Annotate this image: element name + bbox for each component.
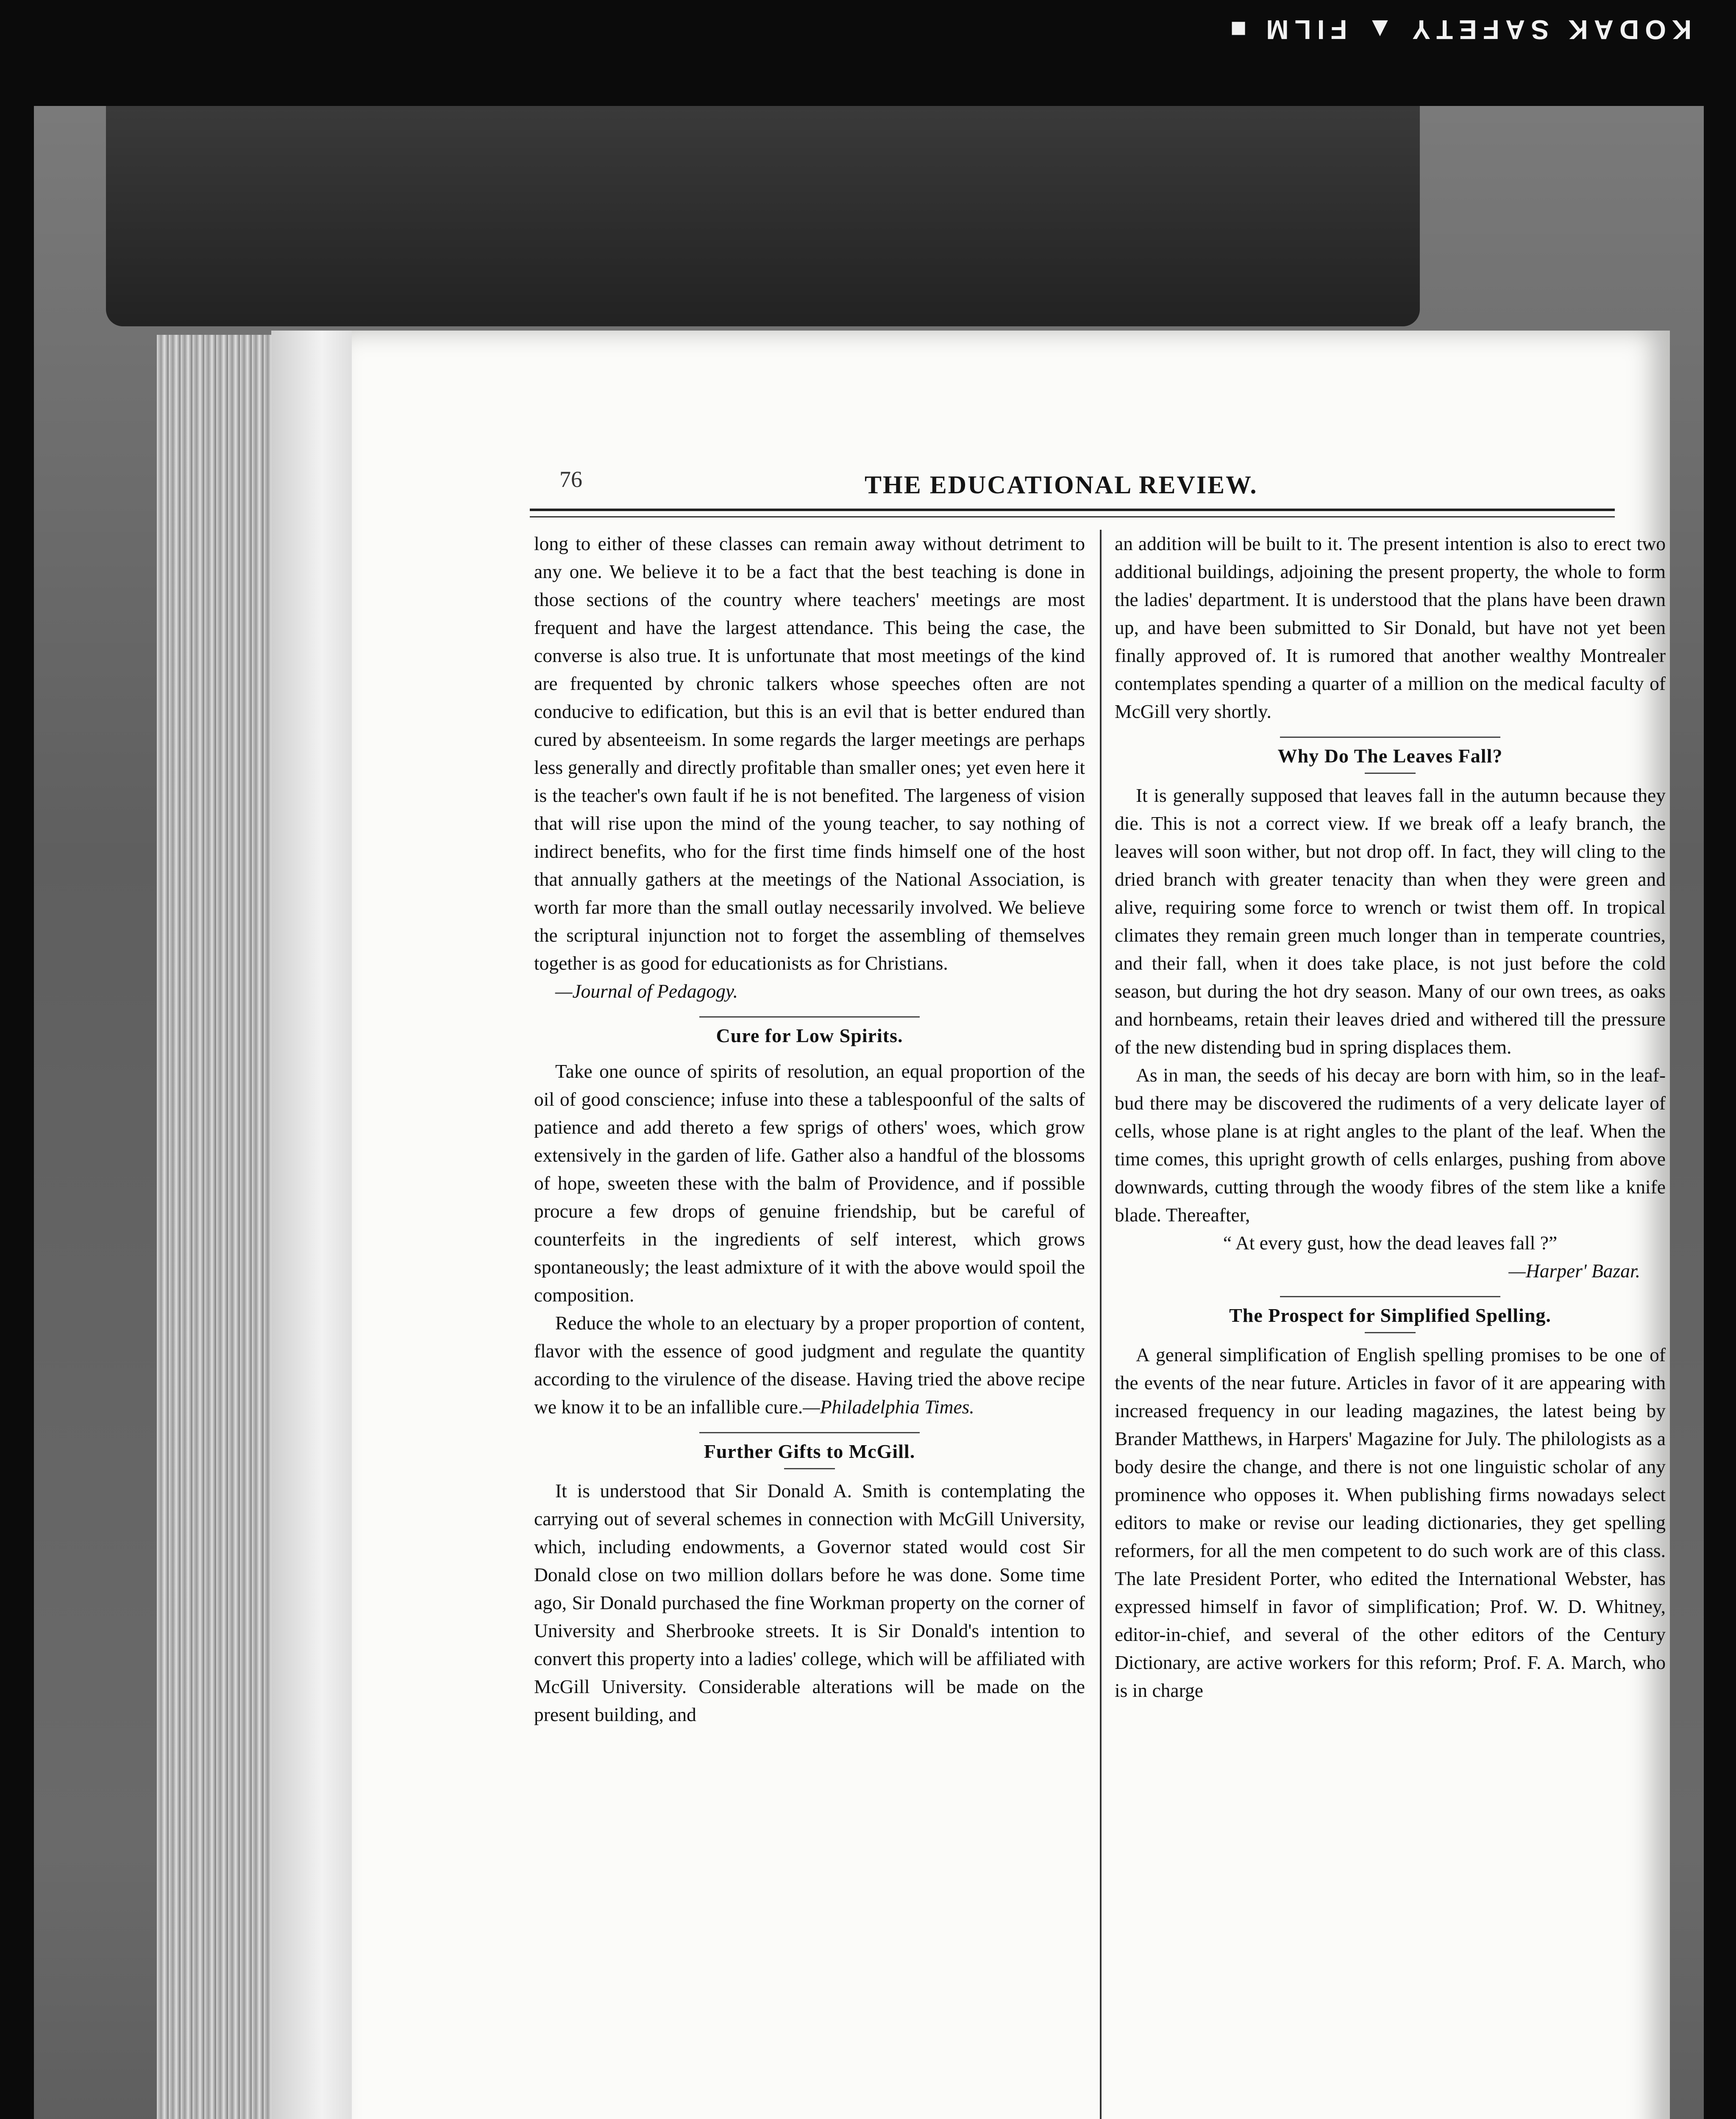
book-page (352, 331, 1670, 2119)
article-paragraph (534, 1309, 1085, 1421)
section-header (534, 1432, 1085, 1469)
section-heading-mcgill: Further Gifts to McGill. (704, 1440, 915, 1462)
section-heading-spelling: The Prospect for Simplified Spelling. (1229, 1304, 1551, 1326)
quote-line: “ At every gust, how the dead leaves fall ?” (1223, 1232, 1558, 1254)
scanner-shadow (106, 106, 1420, 326)
article-paragraph: It is generally supposed that leaves fall in the autumn because they die. This is not a correct view. If we break off a leafy branch, the leaves will soon wither, but not drop off. In fact, they will cling to the dried branch with greater tenacity than when they were green and alive, requiring some force to wrench or twist them off. In tropical climates they remain green much longer than in temperate countries, and their fall, when it does take place, is not just before the cold season, but during the hot dry season. Many of our own trees, as oaks and hornbeams, retain their leaves dried and withered till the pressure of the new distending bud in spring displaces them. (1115, 784, 1666, 1058)
left-column (534, 530, 1085, 1729)
page-number: 76 (559, 467, 582, 492)
article-paragraph: A general simplification of English spelling promises to be one of the events of the near future. Articles in favor of it are appearing with increased frequency in our leading magazines, the latest being by Brander Matthews, in Harpers' Magazine for July. The philologists as a body desire the change, and there is not one linguistic scholar of any prominence who opposes it. When publishing firms nowadays select editors to make or revise our leading dictionaries, they get spelling reformers, for all the men competent to do such work are of this class. The late President Porter, who edited the International Webster, has expressed himself in favor of simplification; Prof. W. D. Whitney, editor-in-chief, and several of the other editors of the Century Dictionary, are active workers for this reform; Prof. F. A. March, who is in charge (1115, 1344, 1666, 1701)
column-divider (1100, 530, 1102, 2119)
article-source: —Harper' Bazar. (1508, 1260, 1640, 1282)
article-paragraph: an addition will be built to it. The present intention is also to erect two additional buildings, adjoining the present property, the whole to form the ladies' department. It is understood that the plans have been drawn up, and have been submitted to Sir Donald, but have not yet been finally approved of. It is rumored that another wealthy Montrealer contemplates spending a quarter of a million on the medical faculty of McGill very shortly. (1115, 533, 1666, 722)
book-binding (271, 331, 356, 2119)
article-text: Reduce the whole to an electuary by a proper proportion of content, flavor with the essence of good judgment and regulate the quantity according to the virulence of the disease. Having tried the above recipe we know it to be an infallible cure. (534, 1312, 1085, 1418)
section-heading-low-spirits: Cure for Low Spirits. (716, 1025, 903, 1046)
section-divider (699, 1016, 920, 1018)
section-header (534, 1016, 1085, 1050)
article-paragraph: Take one ounce of spirits of resolution, an equal proportion of the oil of good conscience; infuse into these a tablespoonful of the salts of patience and add thereto a few sprigs of others' woes, which grow extensively in the garden of life. Gather also a handful of the blossoms of hope, sweeten these with the balm of Providence, and if possible procure a few drops of genuine friendship, but be careful of counterfeits in the ingredients of self interest, which grows spontaneously; the least admixture of it with the above would spoil the composition. (534, 1060, 1085, 1306)
film-edge-text: KODAK SAFETY ▲ FILM ■ (1224, 14, 1692, 45)
header-rule (530, 509, 1615, 517)
article-paragraph: It is understood that Sir Donald A. Smith is contemplating the carrying out of several schemes in connection with McGill University, which, including endowments, a Governor stated would cost Sir Donald close on two million dollars before he was done. Some time ago, Sir Donald purchased the fine Workman property on the corner of University and Sherbrooke streets. It is Sir Donald's intention to convert this property into a ladies' college, which will be affiliated with McGill University. Considerable alterations will be made on the present building, and (534, 1480, 1085, 1725)
section-header (1115, 1296, 1666, 1333)
section-divider (699, 1432, 920, 1433)
section-divider (1280, 737, 1500, 738)
section-divider (1280, 1296, 1500, 1297)
heading-underline (784, 1468, 835, 1469)
article-source: —Journal of Pedagogy. (555, 980, 738, 1002)
heading-underline (1365, 773, 1416, 774)
article-source: —Philadelphia Times. (803, 1396, 974, 1418)
heading-underline (1365, 1332, 1416, 1333)
journal-title: THE EDUCATIONAL REVIEW. (865, 471, 1258, 499)
page-header (559, 466, 1628, 509)
section-header (1115, 737, 1666, 774)
section-heading-leaves: Why Do The Leaves Fall? (1277, 745, 1503, 767)
article-paragraph: As in man, the seeds of his decay are born with him, so in the leaf-bud there may be discovered the rudiments of a very delicate layer of cells, whose plane is at right angles to the plant of the leaf. When the time comes, this upright growth of cells enlarges, pushing from above downwards, cutting through the woody fibres of the stem like a knife blade. Thereafter, (1115, 1064, 1666, 1226)
article-paragraph: long to either of these classes can remain away without detriment to any one. We believe it to be a fact that the best teaching is done in those sections of the country where teachers' meetings are most frequent and have the largest attendance. This being the case, the converse is also true. It is unfortunate that most meetings of the kind are frequented by chronic talkers whose speeches often are not conducive to edification, but this is an evil that is better endured than cured by absenteeism. In some regards the larger meetings are perhaps less generally and directly profitable than smaller ones; yet even here it is the teacher's own fault if he is not benefited. The largeness of vision that will rise upon the mind of the young teacher, to say nothing of indirect benefits, who for the first time finds himself one of the host that annually gathers at the meetings of the National Association, is worth far more than the small outlay necessarily involved. We believe the scriptural injunction not to forget the assembling of themselves together is as good for educationists as for Christians. (534, 533, 1085, 974)
right-column (1115, 530, 1666, 1705)
